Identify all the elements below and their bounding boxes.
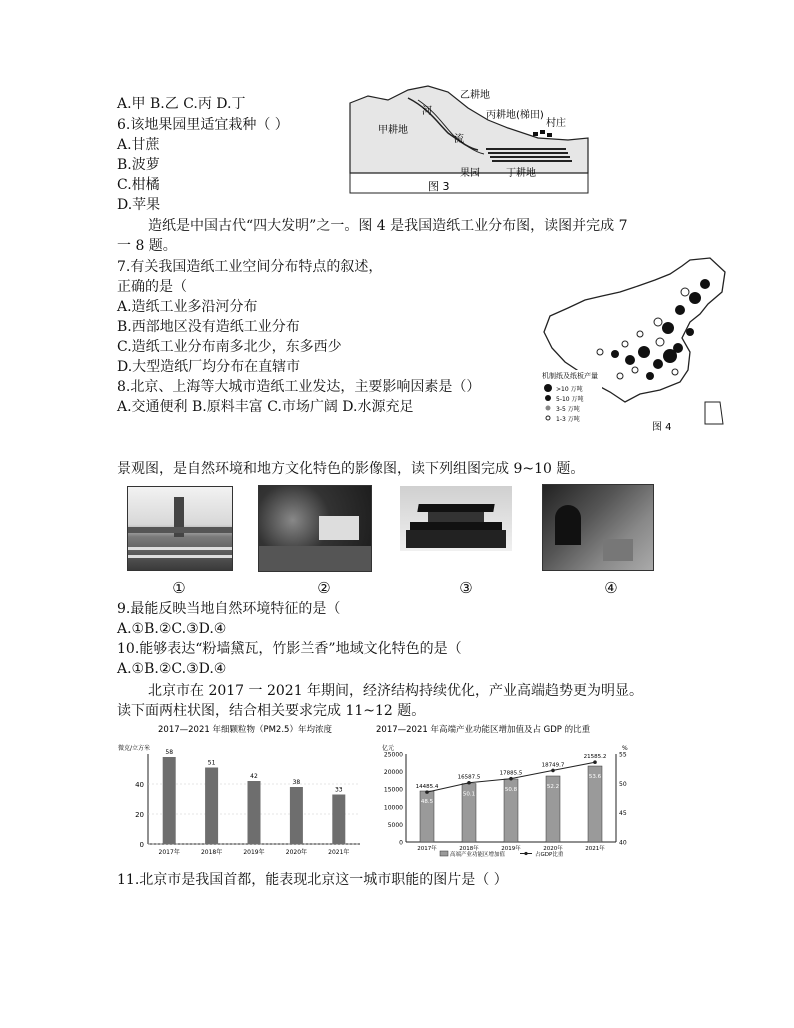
- chart-pm25: [110, 720, 368, 862]
- chart2-value-label: 18749.7: [541, 762, 565, 769]
- photo-label-2: ②: [317, 579, 331, 597]
- chart2-y-tick-label-left: 5000: [387, 821, 403, 829]
- q8-options: A.交通便利 B.原料丰富 C.市场广阔 D.水源充足: [117, 399, 414, 415]
- q10-stem: 10.能够表达“粉墙黛瓦，竹影兰香”地域文化特色的是（: [117, 641, 462, 657]
- chart2-line-point: [425, 790, 429, 794]
- chart2-legend-label: 占GDP比重: [535, 852, 564, 858]
- chart2-value-label: 17885.5: [499, 770, 523, 777]
- chart2-legend-label: 高端产业功能区增加值: [450, 852, 506, 858]
- fig4-legend-title: 机制纸及纸板产量: [542, 372, 598, 380]
- chart2-ylabel-left: 亿元: [382, 745, 395, 752]
- fig3-label-he: 河: [422, 106, 432, 117]
- chart2-line-point: [467, 781, 471, 785]
- fig3-label-jia: 甲耕地: [378, 125, 408, 136]
- photo-4-cave-dwelling: [542, 484, 654, 571]
- fig3-label-liu: 流: [454, 134, 464, 145]
- chart2-line-point: [593, 760, 597, 764]
- photo-3-palace: [400, 486, 512, 551]
- chart1-x-tick-label: 2020年: [285, 849, 308, 856]
- photo-1-plaza: [127, 486, 233, 571]
- chart2-title: 2017—2021 年高端产业功能区增加值及占 GDP 的比重: [376, 725, 591, 735]
- fig3-label-cun: 村庄: [546, 118, 566, 129]
- chart2-legend-swatch-bar: [440, 851, 448, 856]
- fig4-legend-item: >10 万吨: [556, 386, 583, 393]
- figure-4-china-map: [540, 252, 736, 434]
- q8-stem: 8.北京、上海等大城市造纸工业发达，主要影响因素是（）: [117, 379, 481, 395]
- chart1-bar: [290, 787, 303, 844]
- photo-label-3: ③: [459, 579, 473, 597]
- chart1-bar: [163, 757, 176, 844]
- fig3-label-ding: 丁耕地: [506, 168, 536, 179]
- chart2-ylabel-right: %: [622, 745, 628, 752]
- intro-beijing-line-1: 北京市在 2017 一 2021 年期间，经济结构持续优化，产业高端趋势更为明显。: [148, 683, 644, 699]
- chart2-y-tick-label-left: 15000: [383, 786, 403, 794]
- chart2-y-tick-label-left: 10000: [383, 804, 403, 812]
- chart2-line-point: [551, 769, 555, 773]
- photo-label-1: ①: [172, 579, 186, 597]
- chart1-y-tick-label: 40: [135, 781, 144, 789]
- q7-option-b: B.西部地区没有造纸工业分布: [117, 319, 300, 335]
- chart1-data-label: 58: [165, 749, 174, 756]
- chart2-y-tick-label-left: 20000: [383, 769, 403, 777]
- fig3-label-guo: 果园: [460, 168, 480, 179]
- chart1-x-tick-label: 2018年: [200, 849, 223, 856]
- q11-stem: 11.北京市是我国首都，能表现北京这一城市职能的图片是（ ）: [117, 872, 508, 888]
- q6-option-c: C.柑橘: [117, 177, 160, 193]
- fig3-label-bing: 丙耕地(梯田): [486, 110, 544, 121]
- chart2-value-label: 21585.2: [583, 754, 607, 761]
- chart2-pct-label: 53.6: [588, 774, 602, 781]
- chart2-line-point: [509, 777, 513, 781]
- fig4-caption: 图 4: [652, 422, 672, 433]
- chart1-x-tick-label: 2019年: [243, 849, 265, 856]
- chart2-value-label: 14485.4: [415, 784, 439, 791]
- intro-paper-line-2: 一 8 题。: [117, 238, 177, 254]
- chart2-x-tick-label: 2019年: [501, 846, 521, 852]
- chart2-y-tick-label-right: 50: [619, 780, 627, 788]
- fig4-legend-item: 5-10 万吨: [556, 396, 584, 403]
- chart1-bar: [248, 781, 261, 844]
- chart1-y-tick-label: 0: [139, 841, 144, 849]
- chart-high-end-industry: [370, 720, 642, 862]
- chart1-data-label: 38: [292, 779, 301, 786]
- q6-option-a: A.甘蔗: [117, 137, 160, 153]
- chart1-bar: [205, 768, 218, 845]
- intro-paper-line-1: 造纸是中国古代“四大发明”之一。图 4 是我国造纸工业分布图，读图并完成 7: [148, 218, 628, 234]
- chart2-y-tick-label-right: 55: [619, 751, 627, 759]
- chart2-y-tick-label-right: 45: [619, 810, 627, 818]
- chart1-data-label: 33: [334, 786, 343, 794]
- chart2-pct-label: 48.5: [420, 799, 434, 806]
- q5-options: A.甲 B.乙 C.丙 D.丁: [117, 96, 246, 112]
- q6-option-b: B.波萝: [117, 157, 160, 173]
- q7-option-d: D.大型造纸厂均分布在直辖市: [117, 359, 301, 375]
- q7-stem-2: 正确的是（: [117, 279, 187, 295]
- intro-beijing-line-2: 读下面两柱状图，结合相关要求完成 11~12 题。: [117, 703, 426, 719]
- fig4-legend-item: 3-5 万吨: [556, 406, 580, 413]
- chart1-ylabel: 微克/立方米: [118, 745, 151, 752]
- q9-stem: 9.最能反映当地自然环境特征的是（: [117, 601, 341, 617]
- chart2-pct-label: 50.1: [462, 791, 476, 798]
- chart2-pct-label: 50.8: [504, 787, 518, 794]
- chart2-y-tick-label-right: 40: [619, 839, 627, 847]
- photo-label-4: ④: [604, 579, 618, 597]
- chart2-x-tick-label: 2018年: [459, 846, 479, 852]
- chart2-pct-label: 52.2: [546, 784, 560, 791]
- q7-stem-1: 7.有关我国造纸工业空间分布特点的叙述，: [117, 259, 383, 275]
- chart2-y-tick-label-left: 0: [399, 839, 403, 847]
- intro-photos: 景观图，是自然环境和地方文化特色的影像图，读下列组图完成 9~10 题。: [117, 461, 585, 477]
- chart2-x-tick-label: 2017年: [417, 846, 437, 852]
- chart1-bar: [332, 795, 345, 845]
- q10-options: A.①B.②C.③D.④: [117, 661, 227, 677]
- photo-2-garden: [258, 485, 372, 572]
- chart1-data-label: 51: [207, 759, 216, 767]
- q7-option-a: A.造纸工业多沿河分布: [117, 299, 258, 315]
- chart1-data-label: 42: [250, 773, 258, 780]
- fig3-caption: 图 3: [428, 180, 450, 193]
- chart2-x-tick-label: 2021年: [585, 846, 605, 852]
- figure-3-terrain-diagram: [348, 78, 590, 196]
- chart2-x-tick-label: 2020年: [543, 846, 563, 852]
- q6-option-d: D.苹果: [117, 197, 161, 213]
- chart2-legend-swatch-point: [524, 852, 527, 855]
- q9-options: A.①B.②C.③D.④: [117, 621, 227, 637]
- chart1-x-tick-label: 2017年: [158, 849, 180, 856]
- chart1-y-tick-label: 20: [135, 811, 144, 819]
- fig4-legend-item: 1-3 万吨: [556, 416, 580, 423]
- fig3-label-yi: 乙耕地: [460, 90, 490, 101]
- q7-option-c: C.造纸工业分布南多北少，东多西少: [117, 339, 342, 355]
- chart2-value-label: 16587.5: [457, 774, 481, 781]
- q6-stem: 6.该地果园里适宜栽种（ ）: [117, 117, 289, 133]
- chart1-x-tick-label: 2021年: [328, 849, 350, 856]
- chart2-y-tick-label-left: 25000: [383, 751, 403, 759]
- chart1-title: 2017—2021 年细颗粒物（PM2.5）年均浓度: [158, 725, 332, 735]
